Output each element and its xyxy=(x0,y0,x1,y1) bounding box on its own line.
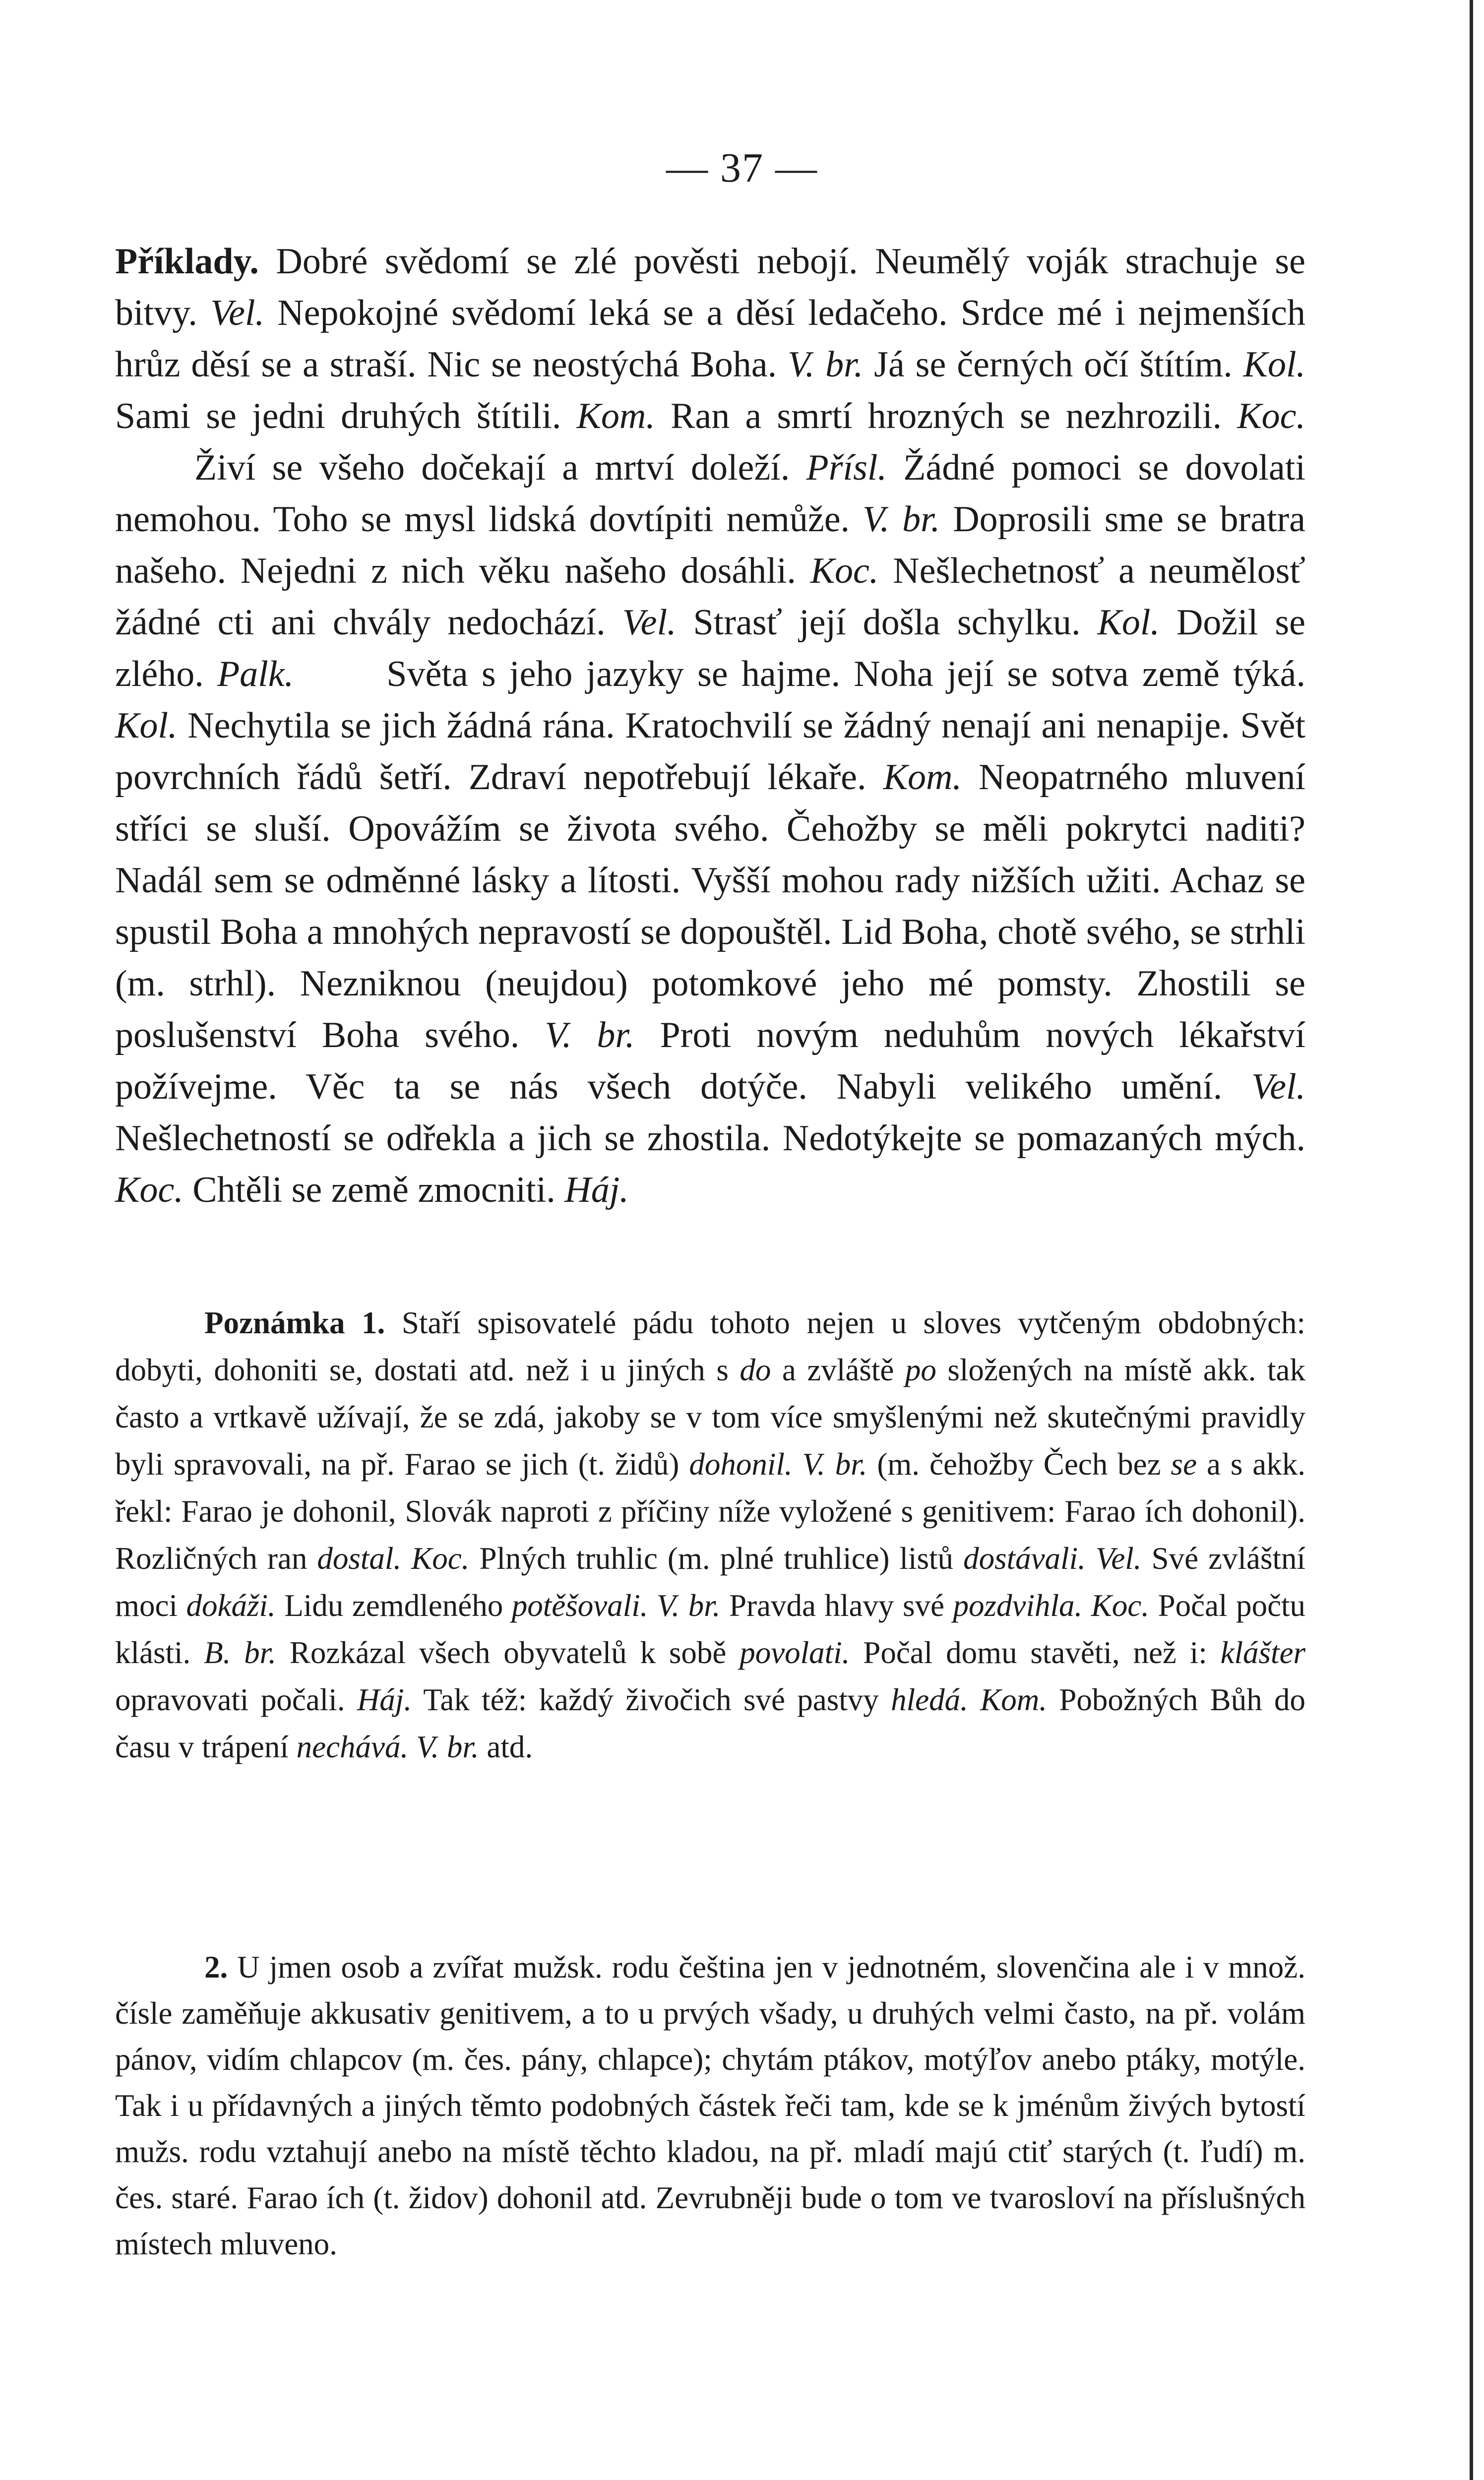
example-text: Chtěli se země zmocniti. xyxy=(192,1170,556,1210)
example-source: Vel. xyxy=(1251,1066,1306,1107)
note-italic: B. br. xyxy=(204,1635,276,1670)
note-text: a s akk. řekl: Farao je dohonil, Slovák naproti z příčiny níže vyložené s genitivem: Farao ích dohonil). Rozličných ran xyxy=(115,1447,1306,1576)
note-text: atd. xyxy=(487,1730,533,1764)
example-source: Palk. xyxy=(217,654,294,694)
example-source: Vel. xyxy=(210,293,264,333)
note-italic: povolati. xyxy=(740,1635,850,1670)
note-italic: hledá. Kom. xyxy=(891,1682,1047,1717)
example-source: Kom. xyxy=(576,396,655,436)
note-text: (m. čehožby Čech bez xyxy=(877,1447,1161,1482)
note-2-paragraph xyxy=(115,1944,1305,2267)
example-source: Přísl. xyxy=(806,447,887,488)
note-2-text: U jmen osob a zvířat mužsk. rodu čeština jen v jednotném, slovenčina ale i v množ. čísle zaměňuje akkusativ genitivem, a to u prvých všady, u druhých velmi často, na př. volám pánov, vidím chlapcov (m. čes. pány, chlapce); chytám ptákov, motýľov anebo ptáky, motýle. Tak i u přídavných a jiných těmto podobných částek řeči tam, kde se k jménům živých bytostí mužs. rodu vztahují anebo na místě těchto kladou, na př. mladí majú ctiť starých (t. ľudí) m. čes. staré. Farao ích (t. židov) dohonil atd. Zevrubněji bude o tom ve tvarosloví na příslušných místech mluveno. xyxy=(115,1950,1305,2261)
example-source: Koc. xyxy=(1237,396,1306,436)
note-1-label: Poznámka 1. xyxy=(204,1305,385,1340)
example-text: Sami se jedni druhých štítili. xyxy=(115,396,561,436)
example-text: Žádné pomoci se dovolati nemohou. Toho se mysl lidská dovtípiti nemůže. xyxy=(115,447,1306,540)
note-text: Počal počtu klásti. xyxy=(115,1588,1306,1670)
example-text: Nešlechetností se odřekla a jich se zhostila. Nedotýkejte se pomazaných mých. xyxy=(115,1118,1305,1159)
example-text: Proti novým neduhům nových lékařství požívejme. Věc ta se nás všech dotýče. Nabyli velikého umění. xyxy=(115,1015,1306,1107)
note-text: a zvláště xyxy=(782,1353,894,1387)
note-1-paragraph xyxy=(115,1300,1305,1771)
note-text: opravovati počali. xyxy=(115,1682,345,1717)
note-italic: pozdvihla. Koc. xyxy=(953,1588,1150,1623)
note-text: Své zvláštní moci xyxy=(115,1541,1306,1623)
note-text: Rozkázal všech obyvatelů k sobě xyxy=(289,1635,727,1670)
example-text: Dobré svědomí se zlé pověsti nebojí. Neumělý voják strachuje se bitvy. xyxy=(115,241,1306,333)
example-source: Kol. xyxy=(1243,344,1306,385)
note-text: Pravda hlavy své xyxy=(729,1588,944,1623)
note-italic: dokáži. xyxy=(186,1588,276,1623)
example-text: Neopatrného mluvení stříci se sluší. Opovážím se života svého. Čehožby se měli pokrytci naditi? Nadál sem se odměnné lásky a lítosti. Vyšší mohou rady nižších užiti. Achaz se spustil Boha a mnohých nepravostí se dopouštěl. Lid Boha, chotě svého, se strhli (m. strhl). Nezniknou (neujdou) potomkové jeho mé pomsty. Zhostili se poslušenství Boha svého. xyxy=(115,757,1306,1055)
example-text: Nechytila se jich žádná rána. Kratochvilí se žádný nenají ani nenapije. Svět povrchních řádů šetří. Zdraví nepotřebují lékaře. xyxy=(115,705,1305,798)
example-source: Kom. xyxy=(883,757,962,798)
page-edge-border xyxy=(1470,0,1473,2480)
example-text: Strasť její došla schylku. xyxy=(693,602,1081,643)
example-text: Nepokojné svědomí leká se a děsí ledačeho. Srdce mé i nejmenších hrůz děsí se a straší. Nic se neostýchá Boha. xyxy=(115,293,1305,385)
example-source: Háj. xyxy=(564,1170,629,1210)
note-italic: dohonil. V. br. xyxy=(689,1447,867,1482)
note-text: Tak též: každý živočich své pastvy xyxy=(423,1682,879,1717)
note-italic: do xyxy=(740,1353,771,1387)
examples-paragraph xyxy=(115,236,1305,1216)
note-italic: po xyxy=(905,1353,936,1387)
note-italic: nechává. V. br. xyxy=(296,1730,479,1764)
example-source: Koc. xyxy=(115,1170,184,1210)
example-text: Živí se všeho dočekají a mrtví doleží. xyxy=(194,447,790,488)
example-text: Světa s jeho jazyky se hajme. Noha její se sotva země týká. xyxy=(386,654,1306,694)
example-text: Ran a smrtí hrozných se nezhrozili. xyxy=(671,396,1222,436)
example-source: V. br. xyxy=(863,499,940,540)
note-italic: dostávali. Vel. xyxy=(963,1541,1142,1576)
example-text: Dožil se zlého. xyxy=(115,602,1306,694)
example-source: Kol. xyxy=(115,705,178,746)
note-text: Plných truhlic (m. plné truhlice) listů xyxy=(479,1541,954,1576)
note-italic: klášter xyxy=(1220,1635,1306,1670)
page-number: — 37 — xyxy=(666,145,818,191)
note-italic: dostal. Koc. xyxy=(317,1541,470,1576)
example-source: V. br. xyxy=(788,344,864,385)
note-text: Počal domu stavěti, než i: xyxy=(863,1635,1207,1670)
example-source: Vel. xyxy=(622,602,677,643)
example-text: Já se černých očí štítím. xyxy=(874,344,1233,385)
example-source: Kol. xyxy=(1097,602,1160,643)
note-italic: se xyxy=(1171,1447,1197,1482)
note-text: Lidu zemdleného xyxy=(284,1588,503,1623)
example-source: Koc. xyxy=(810,551,879,591)
note-text: Pobožných Bůh do času v trápení xyxy=(115,1682,1306,1764)
note-2-label: 2. xyxy=(204,1950,228,1984)
note-italic: Háj. xyxy=(357,1682,412,1717)
note-italic: potěšovali. V. br. xyxy=(511,1588,721,1623)
note-text: Staří spisovatelé pádu tohoto nejen u sloves vytčeným obdobných: dobyti, dohoniti se, dostati atd. než i u jiných s xyxy=(115,1305,1306,1387)
example-text: Doprosili sme se bratra našeho. Nejedni z nich věku našeho dosáhli. xyxy=(115,499,1306,591)
examples-label: Příklady. xyxy=(115,241,259,282)
example-source: V. br. xyxy=(545,1015,635,1055)
note-text: složených na místě akk. tak často a vrtkavě užívají, že se zdá, jakoby se v tom více smyšlenými než skutečnými pravidly byli spravovali, na př. Farao se jich (t. židů) xyxy=(115,1353,1306,1482)
example-text: Nešlechetnosť a neumělosť žádné cti ani chvály nedochází. xyxy=(115,551,1306,643)
